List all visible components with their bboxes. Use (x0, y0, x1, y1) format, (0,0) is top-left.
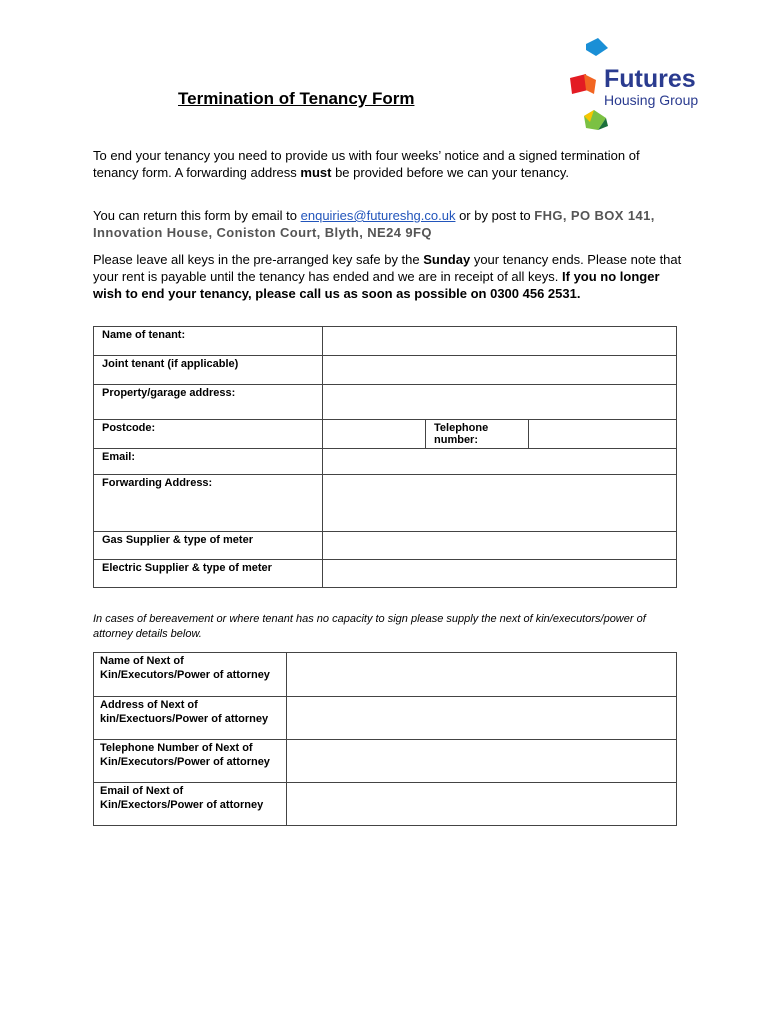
email-link[interactable]: enquiries@futureshg.co.uk (300, 208, 456, 223)
postcode-field[interactable] (323, 420, 426, 449)
kin-address-label: Address of Next of kin/Exectuors/Power of attorney (94, 697, 287, 740)
kin-name-field[interactable] (287, 653, 677, 697)
property-address-label: Property/garage address: (94, 385, 323, 420)
joint-tenant-field[interactable] (323, 356, 677, 385)
kin-email-label: Email of Next of Kin/Exectors/Power of attorney (94, 783, 287, 826)
forwarding-address-label: Forwarding Address: (94, 475, 323, 532)
telephone-label: Telephone number: (426, 420, 529, 449)
email-label: Email: (94, 449, 323, 475)
tenant-details-table (93, 326, 677, 588)
next-of-kin-table (93, 652, 677, 826)
logo-sub: Housing Group (604, 92, 699, 108)
kin-phone-label: Telephone Number of Next of Kin/Executors/Power of attorney (94, 740, 287, 783)
futures-logo (564, 38, 724, 134)
property-address-field[interactable] (323, 385, 677, 420)
forwarding-address-field[interactable] (323, 475, 677, 532)
gas-supplier-field[interactable] (323, 532, 677, 560)
email-field[interactable] (323, 449, 677, 475)
gas-supplier-label: Gas Supplier & type of meter (94, 532, 323, 560)
kin-email-field[interactable] (287, 783, 677, 826)
kin-name-label: Name of Next of Kin/Executors/Power of attorney (94, 653, 287, 697)
form-title: Termination of Tenancy Form (178, 89, 415, 108)
postcode-label: Postcode: (94, 420, 323, 449)
kin-phone-field[interactable] (287, 740, 677, 783)
joint-tenant-label: Joint tenant (if applicable) (94, 356, 323, 385)
kin-address-field[interactable] (287, 697, 677, 740)
bereavement-note: In cases of bereavement or where tenant has no capacity to sign please supply the next of kin/executors/power of attorney details below. (93, 613, 646, 640)
intro-paragraph-3: Please leave all keys in the pre-arranged key safe by the Sunday your tenancy ends. Please note that your rent is payable until the tenancy has ended and we are in receipt of all keys. If you no longer wish to end your tenancy, please call us as soon as possible on 0300 456 2531. (93, 252, 682, 301)
intro-paragraph-1: To end your tenancy you need to provide us with four weeks’ notice and a signed termination of tenancy form. A forwarding address must be provided before we can your tenancy. (93, 148, 640, 180)
logo-name: Futures (604, 65, 696, 93)
telephone-field[interactable] (529, 420, 677, 449)
intro-paragraph-2: You can return this form by email to enquiries@futureshg.co.uk or by post to FHG, PO BOX 141, Innovation House, Coniston Court, Blyth, NE24 9FQ (93, 208, 655, 240)
electric-supplier-field[interactable] (323, 560, 677, 588)
electric-supplier-label: Electric Supplier & type of meter (94, 560, 323, 588)
tenant-name-field[interactable] (323, 327, 677, 356)
postal-address: FHG, PO BOX 141, Innovation House, Coniston Court, Blyth, NE24 9FQ (93, 208, 655, 240)
tenant-name-label: Name of tenant: (94, 327, 323, 356)
